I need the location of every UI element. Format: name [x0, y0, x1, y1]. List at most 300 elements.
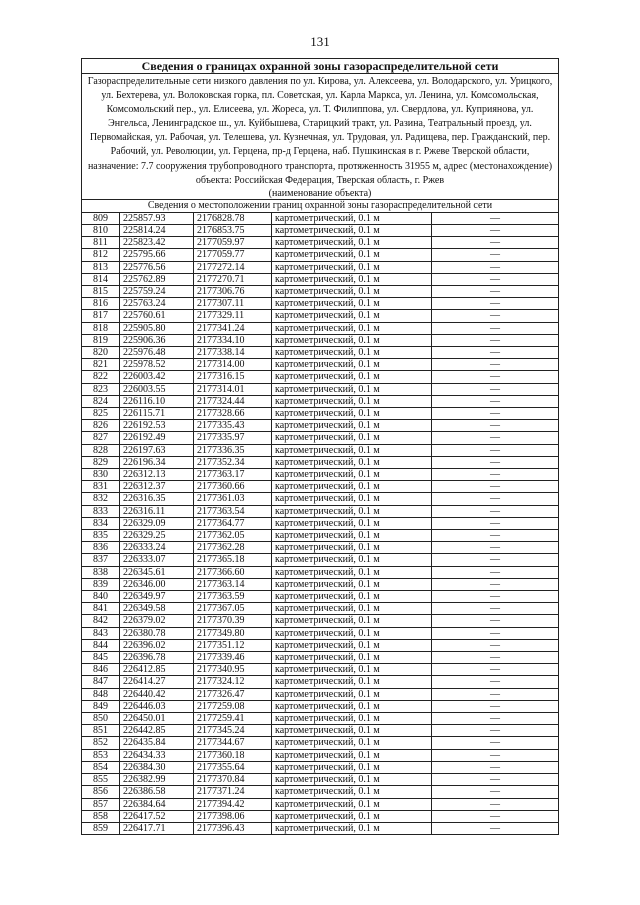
table-row: [82, 261, 559, 273]
table-row: [82, 530, 559, 542]
x-coordinate-cell: 226349.97: [120, 591, 194, 603]
method-accuracy-cell: картометрический, 0.1 м: [272, 737, 432, 749]
description-dash-cell: —: [432, 432, 559, 444]
description-dash-cell: —: [432, 310, 559, 322]
description-dash-cell: —: [432, 505, 559, 517]
point-number-cell: 809: [82, 212, 120, 224]
description-dash-cell: —: [432, 737, 559, 749]
point-number-cell: 853: [82, 749, 120, 761]
x-coordinate-cell: 226349.58: [120, 603, 194, 615]
y-coordinate-cell: 2177394.42: [194, 798, 272, 810]
object-description: Газораспределительные сети низкого давления по ул. Кирова, ул. Алексеева, ул. Володарского, ул. Урицкого, ул. Бехтерева, ул. Волоковская горка, пл. Советская, ул. Карла Маркса, ул. Ленина, ул. Комсомольская, Комсомольский пер., ул. Елисеева, ул. Жореса, ул. Т. Филиппова, ул. Свердлова, ул. Куприянова, ул. Энгельса, Ленинградское ш., ул. Куйбышева, Старицкий тракт, ул. Разина, Театральный проезд, ул. Первомайская, ул. Рабочая, ул. Телешева, ул. Кузнечная, ул. Трудовая, ул. Радищева, пер. Гражданский, пер. Рабочий, ул. Революции, ул. Герцена, пр-д Герцена, наб. Пушкинская в г. Ржеве Тверской области, назначение: 7.7 сооружения трубопроводного транспорта, протяженность 31955 м, адрес (местонахождение) объекта: Российская Федерация, Тверская область, г. Ржев: [82, 74, 559, 188]
point-number-cell: 841: [82, 603, 120, 615]
method-accuracy-cell: картометрический, 0.1 м: [272, 432, 432, 444]
point-number-cell: 856: [82, 786, 120, 798]
table-row: [82, 334, 559, 346]
x-coordinate-cell: 226417.71: [120, 822, 194, 834]
description-dash-cell: —: [432, 713, 559, 725]
x-coordinate-cell: 226197.63: [120, 444, 194, 456]
point-number-cell: 813: [82, 261, 120, 273]
method-accuracy-cell: картометрический, 0.1 м: [272, 749, 432, 761]
x-coordinate-cell: 226333.07: [120, 554, 194, 566]
point-number-cell: 828: [82, 444, 120, 456]
y-coordinate-cell: 2177361.03: [194, 493, 272, 505]
description-dash-cell: —: [432, 798, 559, 810]
x-coordinate-cell: 226312.37: [120, 481, 194, 493]
y-coordinate-cell: 2177355.64: [194, 761, 272, 773]
y-coordinate-cell: 2177363.54: [194, 505, 272, 517]
y-coordinate-cell: 2177351.12: [194, 639, 272, 651]
description-dash-cell: —: [432, 676, 559, 688]
description-dash-cell: —: [432, 322, 559, 334]
point-number-cell: 859: [82, 822, 120, 834]
point-number-cell: 819: [82, 334, 120, 346]
object-caption: (наименование объекта): [82, 188, 559, 200]
x-coordinate-cell: 225759.24: [120, 285, 194, 297]
method-accuracy-cell: картометрический, 0.1 м: [272, 359, 432, 371]
table-row: [82, 578, 559, 590]
x-coordinate-cell: 225795.66: [120, 249, 194, 261]
x-coordinate-cell: 226333.24: [120, 542, 194, 554]
method-accuracy-cell: картометрический, 0.1 м: [272, 285, 432, 297]
y-coordinate-cell: 2177270.71: [194, 273, 272, 285]
table-row: [82, 249, 559, 261]
x-coordinate-cell: 225857.93: [120, 212, 194, 224]
x-coordinate-cell: 225762.89: [120, 273, 194, 285]
y-coordinate-cell: 2177367.05: [194, 603, 272, 615]
y-coordinate-cell: 2177370.84: [194, 774, 272, 786]
method-accuracy-cell: картометрический, 0.1 м: [272, 505, 432, 517]
method-accuracy-cell: картометрический, 0.1 м: [272, 688, 432, 700]
method-accuracy-cell: картометрический, 0.1 м: [272, 469, 432, 481]
page-number: 131: [310, 34, 330, 49]
x-coordinate-cell: 225776.56: [120, 261, 194, 273]
point-number-cell: 825: [82, 408, 120, 420]
x-coordinate-cell: 226435.84: [120, 737, 194, 749]
x-coordinate-cell: 226316.35: [120, 493, 194, 505]
description-dash-cell: —: [432, 359, 559, 371]
x-coordinate-cell: 226382.99: [120, 774, 194, 786]
method-accuracy-cell: картометрический, 0.1 м: [272, 810, 432, 822]
table-row: [82, 395, 559, 407]
table-row: [82, 554, 559, 566]
method-accuracy-cell: картометрический, 0.1 м: [272, 395, 432, 407]
y-coordinate-cell: 2177341.24: [194, 322, 272, 334]
y-coordinate-cell: 2177344.67: [194, 737, 272, 749]
table-row: [82, 310, 559, 322]
method-accuracy-cell: картометрический, 0.1 м: [272, 517, 432, 529]
point-number-cell: 858: [82, 810, 120, 822]
description-dash-cell: —: [432, 688, 559, 700]
x-coordinate-cell: 226003.55: [120, 383, 194, 395]
y-coordinate-cell: 2177352.34: [194, 456, 272, 468]
method-accuracy-cell: картометрический, 0.1 м: [272, 761, 432, 773]
method-accuracy-cell: картометрический, 0.1 м: [272, 713, 432, 725]
method-accuracy-cell: картометрический, 0.1 м: [272, 444, 432, 456]
table-row: [82, 713, 559, 725]
point-number-cell: 822: [82, 371, 120, 383]
point-number-cell: 831: [82, 481, 120, 493]
table-row: [82, 737, 559, 749]
y-coordinate-cell: 2177328.66: [194, 408, 272, 420]
x-coordinate-cell: 226116.10: [120, 395, 194, 407]
x-coordinate-cell: 226329.09: [120, 517, 194, 529]
table-row: [82, 237, 559, 249]
description-dash-cell: —: [432, 383, 559, 395]
x-coordinate-cell: 225978.52: [120, 359, 194, 371]
y-coordinate-cell: 2177336.35: [194, 444, 272, 456]
point-number-cell: 812: [82, 249, 120, 261]
description-dash-cell: —: [432, 334, 559, 346]
table-row: [82, 591, 559, 603]
y-coordinate-cell: 2177335.97: [194, 432, 272, 444]
description-dash-cell: —: [432, 249, 559, 261]
table-row: [82, 639, 559, 651]
y-coordinate-cell: 2177349.80: [194, 627, 272, 639]
description-dash-cell: —: [432, 517, 559, 529]
method-accuracy-cell: картометрический, 0.1 м: [272, 273, 432, 285]
method-accuracy-cell: картометрический, 0.1 м: [272, 237, 432, 249]
description-dash-cell: —: [432, 810, 559, 822]
y-coordinate-cell: 2177364.77: [194, 517, 272, 529]
y-coordinate-cell: 2177345.24: [194, 725, 272, 737]
point-number-cell: 837: [82, 554, 120, 566]
y-coordinate-cell: 2177329.11: [194, 310, 272, 322]
x-coordinate-cell: 226442.85: [120, 725, 194, 737]
table-row: [82, 322, 559, 334]
method-accuracy-cell: картометрический, 0.1 м: [272, 346, 432, 358]
method-accuracy-cell: картометрический, 0.1 м: [272, 310, 432, 322]
method-accuracy-cell: картометрический, 0.1 м: [272, 383, 432, 395]
table-row: [82, 505, 559, 517]
y-coordinate-cell: 2177362.28: [194, 542, 272, 554]
x-coordinate-cell: 226414.27: [120, 676, 194, 688]
description-dash-cell: —: [432, 408, 559, 420]
point-number-cell: 846: [82, 664, 120, 676]
method-accuracy-cell: картометрический, 0.1 м: [272, 456, 432, 468]
y-coordinate-cell: 2177360.18: [194, 749, 272, 761]
table-row: [82, 469, 559, 481]
table-row: [82, 615, 559, 627]
method-accuracy-cell: картометрический, 0.1 м: [272, 627, 432, 639]
y-coordinate-cell: 2177306.76: [194, 285, 272, 297]
x-coordinate-cell: 226450.01: [120, 713, 194, 725]
description-dash-cell: —: [432, 749, 559, 761]
method-accuracy-cell: картометрический, 0.1 м: [272, 249, 432, 261]
point-number-cell: 840: [82, 591, 120, 603]
method-accuracy-cell: картометрический, 0.1 м: [272, 591, 432, 603]
table-row: [82, 224, 559, 236]
y-coordinate-cell: 2177316.15: [194, 371, 272, 383]
description-dash-cell: —: [432, 615, 559, 627]
point-number-cell: 838: [82, 566, 120, 578]
point-number-cell: 832: [82, 493, 120, 505]
point-number-cell: 817: [82, 310, 120, 322]
method-accuracy-cell: картометрический, 0.1 м: [272, 566, 432, 578]
point-number-cell: 816: [82, 298, 120, 310]
x-coordinate-cell: 225823.42: [120, 237, 194, 249]
method-accuracy-cell: картометрический, 0.1 м: [272, 298, 432, 310]
table-row: [82, 383, 559, 395]
x-coordinate-cell: 226396.02: [120, 639, 194, 651]
description-dash-cell: —: [432, 530, 559, 542]
point-number-cell: 820: [82, 346, 120, 358]
table-row: [82, 700, 559, 712]
description-dash-cell: —: [432, 371, 559, 383]
document-title: Сведения о границах охранной зоны газораспределительной сети: [82, 59, 559, 74]
y-coordinate-cell: 2177398.06: [194, 810, 272, 822]
table-row: [82, 432, 559, 444]
y-coordinate-cell: 2177334.10: [194, 334, 272, 346]
description-dash-cell: —: [432, 700, 559, 712]
x-coordinate-cell: 225976.48: [120, 346, 194, 358]
description-dash-cell: —: [432, 237, 559, 249]
x-coordinate-cell: 226386.58: [120, 786, 194, 798]
y-coordinate-cell: 2177362.05: [194, 530, 272, 542]
location-subtitle: Сведения о местоположении границ охранной зоны газораспределительной сети: [82, 199, 559, 212]
table-row: [82, 603, 559, 615]
method-accuracy-cell: картометрический, 0.1 м: [272, 664, 432, 676]
point-number-cell: 849: [82, 700, 120, 712]
description-dash-cell: —: [432, 261, 559, 273]
x-coordinate-cell: 225906.36: [120, 334, 194, 346]
table-row: [82, 420, 559, 432]
method-accuracy-cell: картометрический, 0.1 м: [272, 542, 432, 554]
x-coordinate-cell: 226345.61: [120, 566, 194, 578]
table-row: [82, 652, 559, 664]
table-row: [82, 481, 559, 493]
y-coordinate-cell: 2177366.60: [194, 566, 272, 578]
description-dash-cell: —: [432, 725, 559, 737]
point-number-cell: 854: [82, 761, 120, 773]
table-row: [82, 517, 559, 529]
x-coordinate-cell: 226380.78: [120, 627, 194, 639]
description-dash-cell: —: [432, 652, 559, 664]
table-row: [82, 676, 559, 688]
point-number-cell: 829: [82, 456, 120, 468]
y-coordinate-cell: 2177363.14: [194, 578, 272, 590]
point-number-cell: 844: [82, 639, 120, 651]
method-accuracy-cell: картометрический, 0.1 м: [272, 261, 432, 273]
boundary-table: [81, 58, 559, 835]
method-accuracy-cell: картометрический, 0.1 м: [272, 798, 432, 810]
table-row: [82, 786, 559, 798]
point-number-cell: 810: [82, 224, 120, 236]
x-coordinate-cell: 226196.34: [120, 456, 194, 468]
table-row: [82, 774, 559, 786]
description-dash-cell: —: [432, 554, 559, 566]
description-dash-cell: —: [432, 761, 559, 773]
description-dash-cell: —: [432, 420, 559, 432]
y-coordinate-cell: 2177314.00: [194, 359, 272, 371]
x-coordinate-cell: 226115.71: [120, 408, 194, 420]
description-dash-cell: —: [432, 224, 559, 236]
point-number-cell: 811: [82, 237, 120, 249]
method-accuracy-cell: картометрический, 0.1 м: [272, 408, 432, 420]
table-row: [82, 761, 559, 773]
table-row: [82, 810, 559, 822]
description-dash-cell: —: [432, 346, 559, 358]
table-row: [82, 408, 559, 420]
description-dash-cell: —: [432, 639, 559, 651]
method-accuracy-cell: картометрический, 0.1 м: [272, 371, 432, 383]
method-accuracy-cell: картометрический, 0.1 м: [272, 652, 432, 664]
description-dash-cell: —: [432, 603, 559, 615]
y-coordinate-cell: 2177324.44: [194, 395, 272, 407]
y-coordinate-cell: 2177059.97: [194, 237, 272, 249]
y-coordinate-cell: 2177259.08: [194, 700, 272, 712]
point-number-cell: 835: [82, 530, 120, 542]
table-row: [82, 566, 559, 578]
y-coordinate-cell: 2177339.46: [194, 652, 272, 664]
point-number-cell: 830: [82, 469, 120, 481]
y-coordinate-cell: 2177259.41: [194, 713, 272, 725]
method-accuracy-cell: картометрический, 0.1 м: [272, 725, 432, 737]
description-dash-cell: —: [432, 822, 559, 834]
y-coordinate-cell: 2177307.11: [194, 298, 272, 310]
x-coordinate-cell: 225760.61: [120, 310, 194, 322]
method-accuracy-cell: картометрический, 0.1 м: [272, 603, 432, 615]
x-coordinate-cell: 226417.52: [120, 810, 194, 822]
y-coordinate-cell: 2177335.43: [194, 420, 272, 432]
x-coordinate-cell: 225905.80: [120, 322, 194, 334]
table-row: [82, 627, 559, 639]
description-dash-cell: —: [432, 469, 559, 481]
point-number-cell: 842: [82, 615, 120, 627]
table-row: [82, 749, 559, 761]
table-row: [82, 444, 559, 456]
x-coordinate-cell: 226312.13: [120, 469, 194, 481]
description-dash-cell: —: [432, 395, 559, 407]
y-coordinate-cell: 2177326.47: [194, 688, 272, 700]
y-coordinate-cell: 2177314.01: [194, 383, 272, 395]
point-number-cell: 850: [82, 713, 120, 725]
x-coordinate-cell: 226379.02: [120, 615, 194, 627]
method-accuracy-cell: картометрический, 0.1 м: [272, 420, 432, 432]
y-coordinate-cell: 2177324.12: [194, 676, 272, 688]
point-number-cell: 839: [82, 578, 120, 590]
point-number-cell: 845: [82, 652, 120, 664]
x-coordinate-cell: 226192.53: [120, 420, 194, 432]
description-dash-cell: —: [432, 578, 559, 590]
table-row: [82, 664, 559, 676]
x-coordinate-cell: 226446.03: [120, 700, 194, 712]
point-number-cell: 852: [82, 737, 120, 749]
point-number-cell: 847: [82, 676, 120, 688]
y-coordinate-cell: 2177363.59: [194, 591, 272, 603]
point-number-cell: 851: [82, 725, 120, 737]
boundary-table-sheet: [81, 58, 559, 835]
x-coordinate-cell: 226384.30: [120, 761, 194, 773]
description-dash-cell: —: [432, 786, 559, 798]
x-coordinate-cell: 226329.25: [120, 530, 194, 542]
point-number-cell: 833: [82, 505, 120, 517]
point-number-cell: 824: [82, 395, 120, 407]
y-coordinate-cell: 2177363.17: [194, 469, 272, 481]
x-coordinate-cell: 226440.42: [120, 688, 194, 700]
table-row: [82, 359, 559, 371]
table-row: [82, 285, 559, 297]
table-row: [82, 212, 559, 224]
method-accuracy-cell: картометрический, 0.1 м: [272, 639, 432, 651]
caption-row: [82, 188, 559, 200]
point-number-cell: 848: [82, 688, 120, 700]
description-dash-cell: —: [432, 456, 559, 468]
point-number-cell: 857: [82, 798, 120, 810]
method-accuracy-cell: картометрический, 0.1 м: [272, 530, 432, 542]
method-accuracy-cell: картометрический, 0.1 м: [272, 212, 432, 224]
method-accuracy-cell: картометрический, 0.1 м: [272, 322, 432, 334]
point-number-cell: 814: [82, 273, 120, 285]
description-dash-cell: —: [432, 627, 559, 639]
table-row: [82, 493, 559, 505]
description-dash-cell: —: [432, 542, 559, 554]
method-accuracy-cell: картометрический, 0.1 м: [272, 481, 432, 493]
description-dash-cell: —: [432, 493, 559, 505]
y-coordinate-cell: 2177340.95: [194, 664, 272, 676]
description-dash-cell: —: [432, 481, 559, 493]
x-coordinate-cell: 226346.00: [120, 578, 194, 590]
description-row: [82, 74, 559, 188]
subtitle-row: [82, 199, 559, 212]
point-number-cell: 815: [82, 285, 120, 297]
description-dash-cell: —: [432, 273, 559, 285]
description-dash-cell: —: [432, 444, 559, 456]
table-row: [82, 456, 559, 468]
x-coordinate-cell: 225814.24: [120, 224, 194, 236]
y-coordinate-cell: 2177365.18: [194, 554, 272, 566]
point-number-cell: 843: [82, 627, 120, 639]
method-accuracy-cell: картометрический, 0.1 м: [272, 224, 432, 236]
table-row: [82, 542, 559, 554]
description-dash-cell: —: [432, 285, 559, 297]
x-coordinate-cell: 226434.33: [120, 749, 194, 761]
point-number-cell: 855: [82, 774, 120, 786]
x-coordinate-cell: 226396.78: [120, 652, 194, 664]
point-number-cell: 836: [82, 542, 120, 554]
y-coordinate-cell: 2176853.75: [194, 224, 272, 236]
y-coordinate-cell: 2177396.43: [194, 822, 272, 834]
y-coordinate-cell: 2176828.78: [194, 212, 272, 224]
table-row: [82, 371, 559, 383]
table-row: [82, 725, 559, 737]
y-coordinate-cell: 2177338.14: [194, 346, 272, 358]
description-dash-cell: —: [432, 298, 559, 310]
method-accuracy-cell: картометрический, 0.1 м: [272, 822, 432, 834]
method-accuracy-cell: картометрический, 0.1 м: [272, 700, 432, 712]
method-accuracy-cell: картометрический, 0.1 м: [272, 334, 432, 346]
method-accuracy-cell: картометрический, 0.1 м: [272, 615, 432, 627]
x-coordinate-cell: 226003.42: [120, 371, 194, 383]
title-row: [82, 59, 559, 74]
point-number-cell: 826: [82, 420, 120, 432]
point-number-cell: 818: [82, 322, 120, 334]
description-dash-cell: —: [432, 212, 559, 224]
method-accuracy-cell: картометрический, 0.1 м: [272, 578, 432, 590]
point-number-cell: 821: [82, 359, 120, 371]
table-row: [82, 273, 559, 285]
point-number-cell: 823: [82, 383, 120, 395]
table-row: [82, 346, 559, 358]
description-dash-cell: —: [432, 664, 559, 676]
point-number-cell: 834: [82, 517, 120, 529]
x-coordinate-cell: 226316.11: [120, 505, 194, 517]
table-row: [82, 822, 559, 834]
description-dash-cell: —: [432, 591, 559, 603]
y-coordinate-cell: 2177059.77: [194, 249, 272, 261]
table-row: [82, 798, 559, 810]
table-row: [82, 298, 559, 310]
